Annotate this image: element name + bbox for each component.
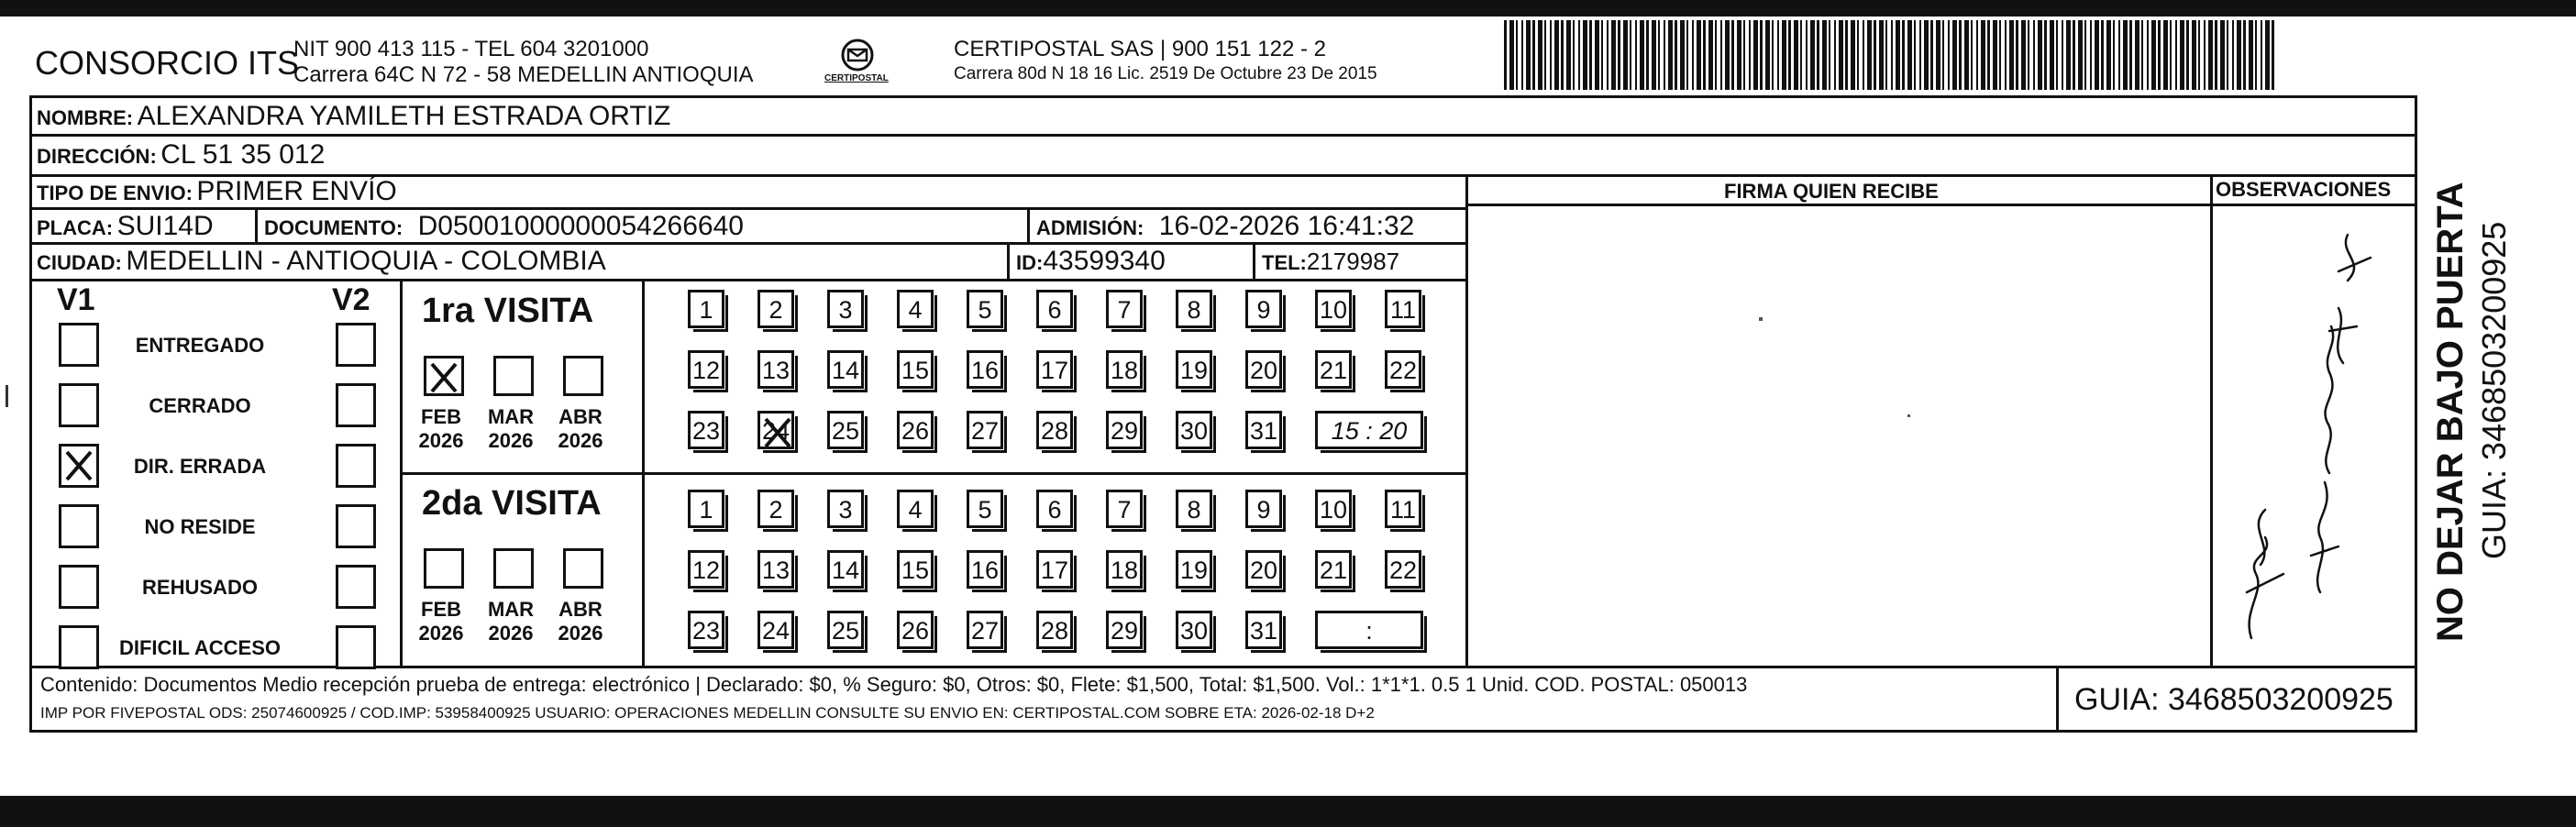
firma-column-border (1465, 174, 1468, 666)
x-mark-icon (426, 358, 461, 397)
firma-header: FIRMA QUIEN RECIBE (1724, 180, 1939, 203)
day-box[interactable] (688, 550, 724, 589)
day-number: 26 (901, 617, 930, 645)
company-address: Carrera 64C N 72 - 58 MEDELLIN ANTIOQUIA (293, 62, 754, 87)
month-name: MAR (487, 598, 535, 621)
col-divider (1027, 207, 1030, 242)
admision-cell (1036, 211, 1414, 242)
day-box[interactable] (967, 550, 1003, 589)
admision-value: 16-02-2026 16:41:32 (1158, 211, 1415, 241)
day-box[interactable] (1036, 350, 1073, 389)
day-number: 18 (1110, 557, 1139, 584)
month-name: FEB (421, 598, 461, 621)
ciudad-value: MEDELLIN - ANTIOQUIA - COLOMBIA (126, 246, 606, 276)
day-number: 31 (1249, 617, 1278, 645)
scan-border-top (0, 0, 2576, 17)
day-box[interactable] (827, 490, 864, 528)
scan-mark (6, 385, 8, 407)
day-number: 28 (1040, 417, 1069, 445)
day-box[interactable] (1176, 611, 1212, 649)
company-name: CONSORCIO ITS (35, 44, 300, 82)
tel-cell (1262, 248, 1399, 276)
month-checkbox[interactable] (563, 548, 603, 589)
row-divider (29, 207, 1467, 210)
month-year: 2026 (418, 622, 464, 645)
day-box[interactable] (1315, 550, 1352, 589)
day-number: 13 (761, 357, 790, 384)
direccion-value: CL 51 35 012 (160, 139, 326, 170)
day-number: 8 (1187, 296, 1201, 324)
status-label: REHUSADO (142, 576, 258, 599)
month-checkbox[interactable] (424, 356, 464, 396)
day-box[interactable] (1106, 290, 1143, 328)
x-mark-icon (760, 414, 795, 452)
day-number: 30 (1179, 417, 1209, 445)
day-box[interactable] (688, 611, 724, 649)
day-number: 6 (1047, 496, 1062, 524)
day-number: 24 (761, 417, 790, 445)
v2-header: V2 (332, 282, 370, 317)
day-number: 7 (1117, 496, 1132, 524)
day-box[interactable] (1245, 550, 1282, 589)
month-checkbox[interactable] (563, 356, 603, 396)
day-box[interactable] (967, 350, 1003, 389)
day-number: 29 (1110, 417, 1139, 445)
day-box[interactable] (897, 350, 934, 389)
col-divider (255, 207, 258, 242)
day-number: 23 (691, 417, 721, 445)
status-v2-checkbox[interactable] (336, 383, 376, 427)
month-year: 2026 (558, 622, 603, 645)
day-box[interactable] (1385, 290, 1421, 328)
day-number: 29 (1110, 617, 1139, 645)
row-divider (29, 134, 2417, 137)
day-number: 4 (908, 496, 923, 524)
day-box[interactable] (688, 350, 724, 389)
day-box[interactable] (967, 490, 1003, 528)
day-box[interactable] (967, 290, 1003, 328)
day-number: 17 (1040, 357, 1069, 384)
time-value: 15 : 20 (1331, 417, 1408, 445)
day-number: 1 (699, 296, 713, 324)
day-box[interactable] (1036, 611, 1073, 649)
certipostal-logo (824, 35, 889, 90)
footer-line2: IMP POR FIVEPOSTAL ODS: 25074600925 / COD.IMP: 53958400925 USUARIO: OPERACIONES MEDELLIN CONSULTE SU ENVIO EN: CERTIPOSTAL.COM SOBRE ETA: 2026-02-18 D+2 (40, 704, 1375, 722)
row-divider (29, 279, 1467, 281)
day-box[interactable] (897, 611, 934, 649)
day-number: 21 (1319, 357, 1348, 384)
nombre-row (37, 101, 670, 132)
day-box[interactable] (1036, 290, 1073, 328)
day-box[interactable] (688, 411, 724, 449)
day-number: 17 (1040, 557, 1069, 584)
day-box[interactable] (757, 611, 794, 649)
day-number: 2 (768, 496, 783, 524)
day-box[interactable] (1176, 411, 1212, 449)
nombre-value: ALEXANDRA YAMILETH ESTRADA ORTIZ (137, 101, 671, 131)
day-box[interactable] (827, 550, 864, 589)
day-box[interactable] (1176, 490, 1212, 528)
day-box[interactable] (1385, 490, 1421, 528)
documento-cell (264, 211, 744, 242)
day-number: 13 (761, 557, 790, 584)
footer-line1: Contenido: Documentos Medio recepción prueba de entrega: electrónico | Declarado: $0, % Seguro: $0, Otros: $0, Flete: $1,500, Total: $1,500. Vol.: 1*1*1. 0.5 1 Unid. COD. POSTAL: 050013 (40, 673, 1748, 696)
visits-divider (400, 472, 1467, 475)
day-box[interactable] (688, 290, 724, 328)
day-number: 16 (970, 557, 1000, 584)
day-box[interactable] (1106, 411, 1143, 449)
status-v2-checkbox[interactable] (336, 323, 376, 367)
day-number: 19 (1179, 557, 1209, 584)
day-box[interactable] (1106, 490, 1143, 528)
day-box[interactable] (1106, 611, 1143, 649)
scan-dot (1759, 317, 1763, 321)
month-label (548, 598, 613, 645)
day-number: 27 (970, 617, 1000, 645)
side-guia: GUIA: 3468503200925 (2475, 221, 2513, 559)
nombre-label: NOMBRE: (37, 106, 134, 129)
handwriting-scribble (2210, 207, 2417, 666)
day-box[interactable] (1106, 550, 1143, 589)
month-label (479, 405, 543, 453)
visit1-title: 1ra VISITA (422, 292, 594, 330)
day-number: 3 (838, 496, 853, 524)
day-box[interactable] (1245, 350, 1282, 389)
tipo-row (37, 176, 397, 207)
month-year: 2026 (488, 622, 534, 645)
day-number: 23 (691, 617, 721, 645)
scan-border-bottom (0, 796, 2576, 827)
day-box[interactable] (897, 290, 934, 328)
row-divider (29, 242, 1467, 245)
day-number: 30 (1179, 617, 1209, 645)
day-number: 4 (908, 296, 923, 324)
day-number: 11 (1389, 296, 1417, 324)
day-box[interactable] (967, 411, 1003, 449)
placa-label: PLACA: (37, 216, 114, 239)
day-box[interactable] (897, 411, 934, 449)
day-number: 31 (1249, 417, 1278, 445)
day-box[interactable] (1036, 411, 1073, 449)
time-box[interactable] (1315, 411, 1423, 449)
day-number: 2 (768, 296, 783, 324)
day-box[interactable] (827, 290, 864, 328)
day-number: 21 (1319, 557, 1348, 584)
day-box[interactable] (688, 490, 724, 528)
day-number: 15 (901, 357, 930, 384)
ciudad-row (37, 246, 606, 277)
direccion-label: DIRECCIÓN: (37, 145, 157, 168)
day-number: 5 (978, 296, 992, 324)
day-number: 7 (1117, 296, 1132, 324)
day-number: 27 (970, 417, 1000, 445)
col-header-underline (1465, 204, 2417, 206)
day-box[interactable] (1106, 350, 1143, 389)
documento-label: DOCUMENTO: (264, 216, 404, 239)
guia-divider (2056, 666, 2059, 733)
month-year: 2026 (418, 429, 464, 452)
day-number: 24 (761, 617, 790, 645)
admision-label: ADMISIÓN: (1036, 216, 1144, 239)
day-box[interactable] (1315, 350, 1352, 389)
day-box[interactable] (1176, 350, 1212, 389)
day-box[interactable] (1385, 550, 1421, 589)
col-divider (1253, 242, 1255, 279)
month-name: ABR (558, 405, 603, 428)
day-number: 22 (1388, 357, 1418, 384)
day-box[interactable] (757, 411, 794, 449)
status-label: NO RESIDE (144, 515, 256, 538)
month-label (548, 405, 613, 453)
status-label: DIR. ERRADA (133, 455, 267, 478)
placa-row (37, 211, 214, 242)
time-value: : (1365, 617, 1373, 645)
status-v2-checkbox[interactable] (336, 444, 376, 488)
day-box[interactable] (757, 490, 794, 528)
tipo-value: PRIMER ENVÍO (196, 176, 397, 206)
day-number: 10 (1319, 496, 1348, 524)
day-number: 20 (1249, 357, 1278, 384)
col-divider (1007, 242, 1010, 279)
day-number: 19 (1179, 357, 1209, 384)
day-number: 12 (691, 357, 721, 384)
day-number: 11 (1389, 496, 1417, 524)
day-number: 9 (1256, 296, 1271, 324)
day-number: 14 (831, 557, 860, 584)
month-name: MAR (487, 405, 535, 428)
day-number: 15 (901, 557, 930, 584)
day-box[interactable] (827, 611, 864, 649)
status-v2-checkbox[interactable] (336, 504, 376, 548)
day-number: 3 (838, 296, 853, 324)
months-days-divider (642, 279, 645, 666)
month-label (479, 598, 543, 645)
day-box[interactable] (1036, 550, 1073, 589)
day-number: 18 (1110, 357, 1139, 384)
day-number: 28 (1040, 617, 1069, 645)
direccion-row (37, 139, 325, 171)
month-label (409, 405, 473, 453)
day-box[interactable] (757, 290, 794, 328)
day-number: 8 (1187, 496, 1201, 524)
day-number: 5 (978, 496, 992, 524)
day-box[interactable] (1315, 490, 1352, 528)
month-year: 2026 (558, 429, 603, 452)
tipo-label: TIPO DE ENVIO: (37, 182, 193, 204)
tel-label: TEL: (1262, 251, 1307, 274)
handwritten-observation (2210, 207, 2417, 666)
id-cell (1016, 246, 1166, 277)
day-number: 26 (901, 417, 930, 445)
month-checkbox[interactable] (493, 548, 534, 589)
status-label: CERRADO (149, 394, 251, 417)
status-v2-checkbox[interactable] (336, 625, 376, 669)
side-warning: NO DEJAR BAJO PUERTA (2430, 182, 2471, 642)
day-number: 16 (970, 357, 1000, 384)
status-label: DIFICIL ACCESO (118, 636, 281, 659)
tel-value: 2179987 (1306, 248, 1400, 275)
id-label: ID: (1016, 251, 1044, 274)
month-name: ABR (558, 598, 603, 621)
month-year: 2026 (488, 429, 534, 452)
day-number: 25 (831, 417, 860, 445)
carrier-address: Carrera 80d N 18 16 Lic. 2519 De Octubre 23 De 2015 (954, 64, 1377, 83)
day-box[interactable] (1385, 350, 1421, 389)
day-number: 25 (831, 617, 860, 645)
day-box[interactable] (897, 550, 934, 589)
day-number: 20 (1249, 557, 1278, 584)
status-v2-checkbox[interactable] (336, 565, 376, 609)
v1-header: V1 (57, 282, 95, 317)
day-box[interactable] (757, 550, 794, 589)
day-number: 22 (1388, 557, 1418, 584)
scan-dot (1907, 414, 1910, 417)
day-number: 12 (691, 557, 721, 584)
carrier-name: CERTIPOSTAL SAS | 900 151 122 - 2 (954, 37, 1326, 61)
ciudad-label: CIUDAD: (37, 251, 122, 274)
month-checkbox[interactable] (424, 548, 464, 589)
day-box[interactable] (897, 490, 934, 528)
id-value: 43599340 (1043, 246, 1166, 276)
month-label (409, 598, 473, 645)
footer-guia: GUIA: 3468503200925 (2074, 682, 2394, 717)
logo-caption: CERTIPOSTAL (824, 73, 889, 83)
day-box[interactable] (1176, 550, 1212, 589)
visit2-title: 2da VISITA (422, 484, 602, 523)
month-name: FEB (421, 405, 461, 428)
row-divider (29, 666, 2417, 668)
day-box[interactable] (1245, 290, 1282, 328)
day-number: 9 (1256, 496, 1271, 524)
day-box[interactable] (1315, 290, 1352, 328)
day-box[interactable] (827, 350, 864, 389)
day-box[interactable] (1245, 411, 1282, 449)
day-box[interactable] (827, 411, 864, 449)
day-box[interactable] (1245, 490, 1282, 528)
day-box[interactable] (1245, 611, 1282, 649)
observaciones-header: OBSERVACIONES (2216, 178, 2392, 201)
month-checkbox[interactable] (493, 356, 534, 396)
day-box[interactable] (1176, 290, 1212, 328)
barcode (1504, 20, 2274, 90)
day-number: 10 (1319, 296, 1348, 324)
documento-value: D05001000000054266640 (417, 211, 744, 241)
time-box[interactable] (1315, 611, 1423, 649)
status-label: ENTREGADO (135, 334, 265, 357)
placa-value: SUI14D (116, 211, 214, 241)
day-number: 6 (1047, 296, 1062, 324)
company-nit: NIT 900 413 115 - TEL 604 3201000 (293, 37, 649, 61)
day-box[interactable] (967, 611, 1003, 649)
day-box[interactable] (757, 350, 794, 389)
day-number: 14 (831, 357, 860, 384)
day-box[interactable] (1036, 490, 1073, 528)
day-number: 1 (699, 496, 713, 524)
